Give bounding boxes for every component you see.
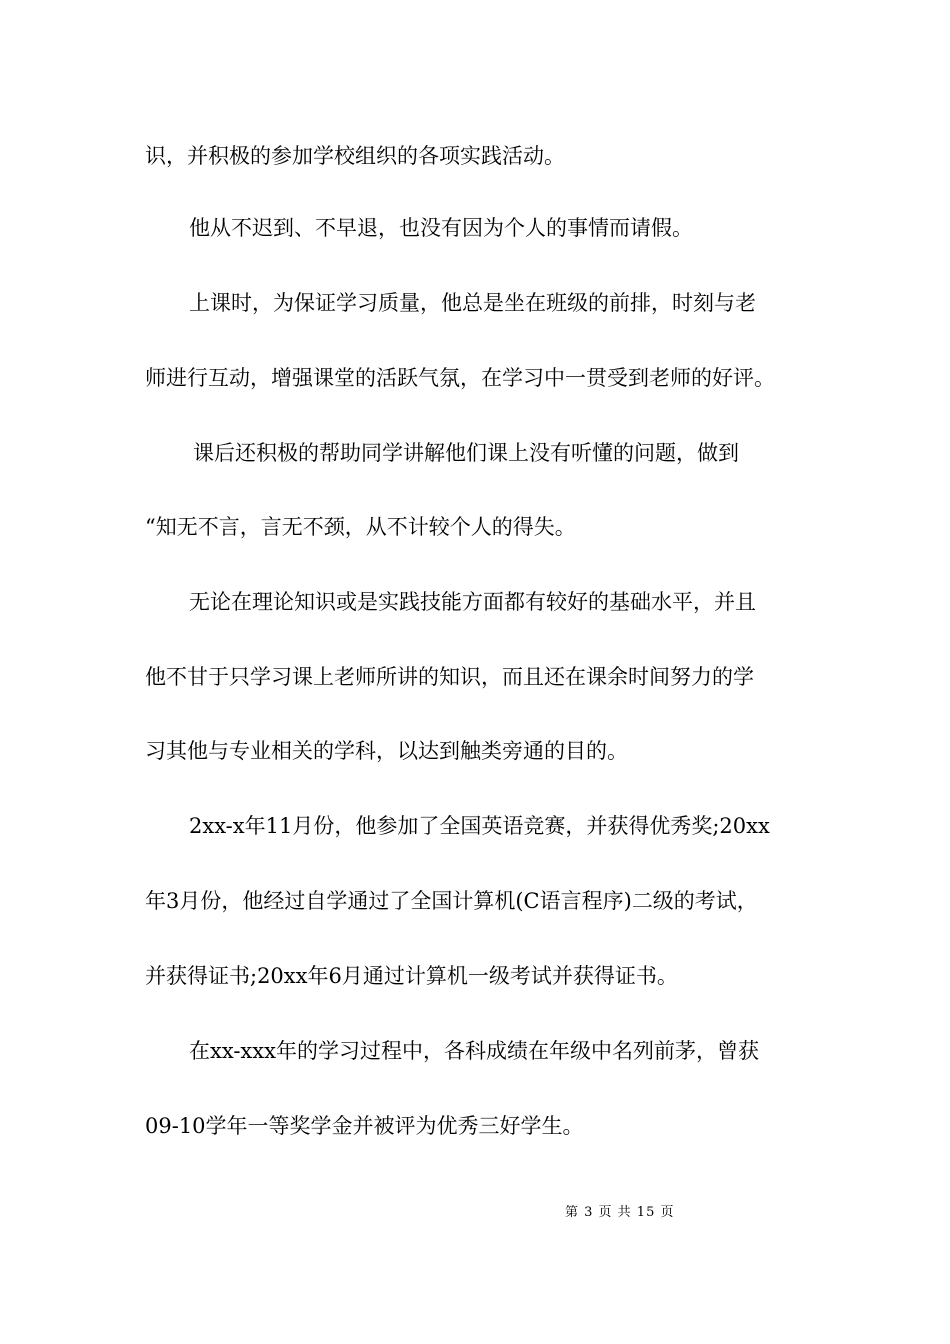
text-line: 并获得证书;20xx年6月通过计算机一级考试并获得证书。 — [145, 964, 678, 988]
text-line: 习其他与专业相关的学科，以达到触类旁通的目的。 — [145, 739, 628, 763]
text-line: 09-10学年一等奖学金并被评为优秀三好学生。 — [145, 1114, 584, 1138]
text-line: 2xx-x年11月份，他参加了全国英语竞赛，并获得优秀奖;20xx — [189, 814, 770, 838]
text-line: 在xx-xxx年的学习过程中，各科成绩在年级中名列前茅，曾获 — [189, 1039, 759, 1063]
text-line: 课后还积极的帮助同学讲解他们课上没有听懂的问题，做到 — [193, 441, 739, 465]
text-line: “知无不言，言无不颈，从不计较个人的得失。 — [145, 515, 576, 539]
text-line: 识，并积极的参加学校组织的各项实践活动。 — [145, 144, 565, 168]
text-line: 年3月份，他经过自学通过了全国计算机(C语言程序)二级的考试， — [145, 889, 758, 913]
page-number: 第 3 页 共 15 页 — [565, 1205, 675, 1220]
text-line: 他从不迟到、不早退，也没有因为个人的事情而请假。 — [189, 216, 693, 240]
text-line: 师进行互动，增强课堂的活跃气氛，在学习中一贯受到老师的好评。 — [145, 366, 775, 390]
text-line: 他不甘于只学习课上老师所讲的知识，而且还在课余时间努力的学 — [145, 665, 754, 689]
text-line: 无论在理论知识或是实践技能方面都有较好的基础水平，并且 — [189, 590, 756, 614]
text-line: 上课时，为保证学习质量，他总是坐在班级的前排，时刻与老 — [189, 291, 756, 315]
